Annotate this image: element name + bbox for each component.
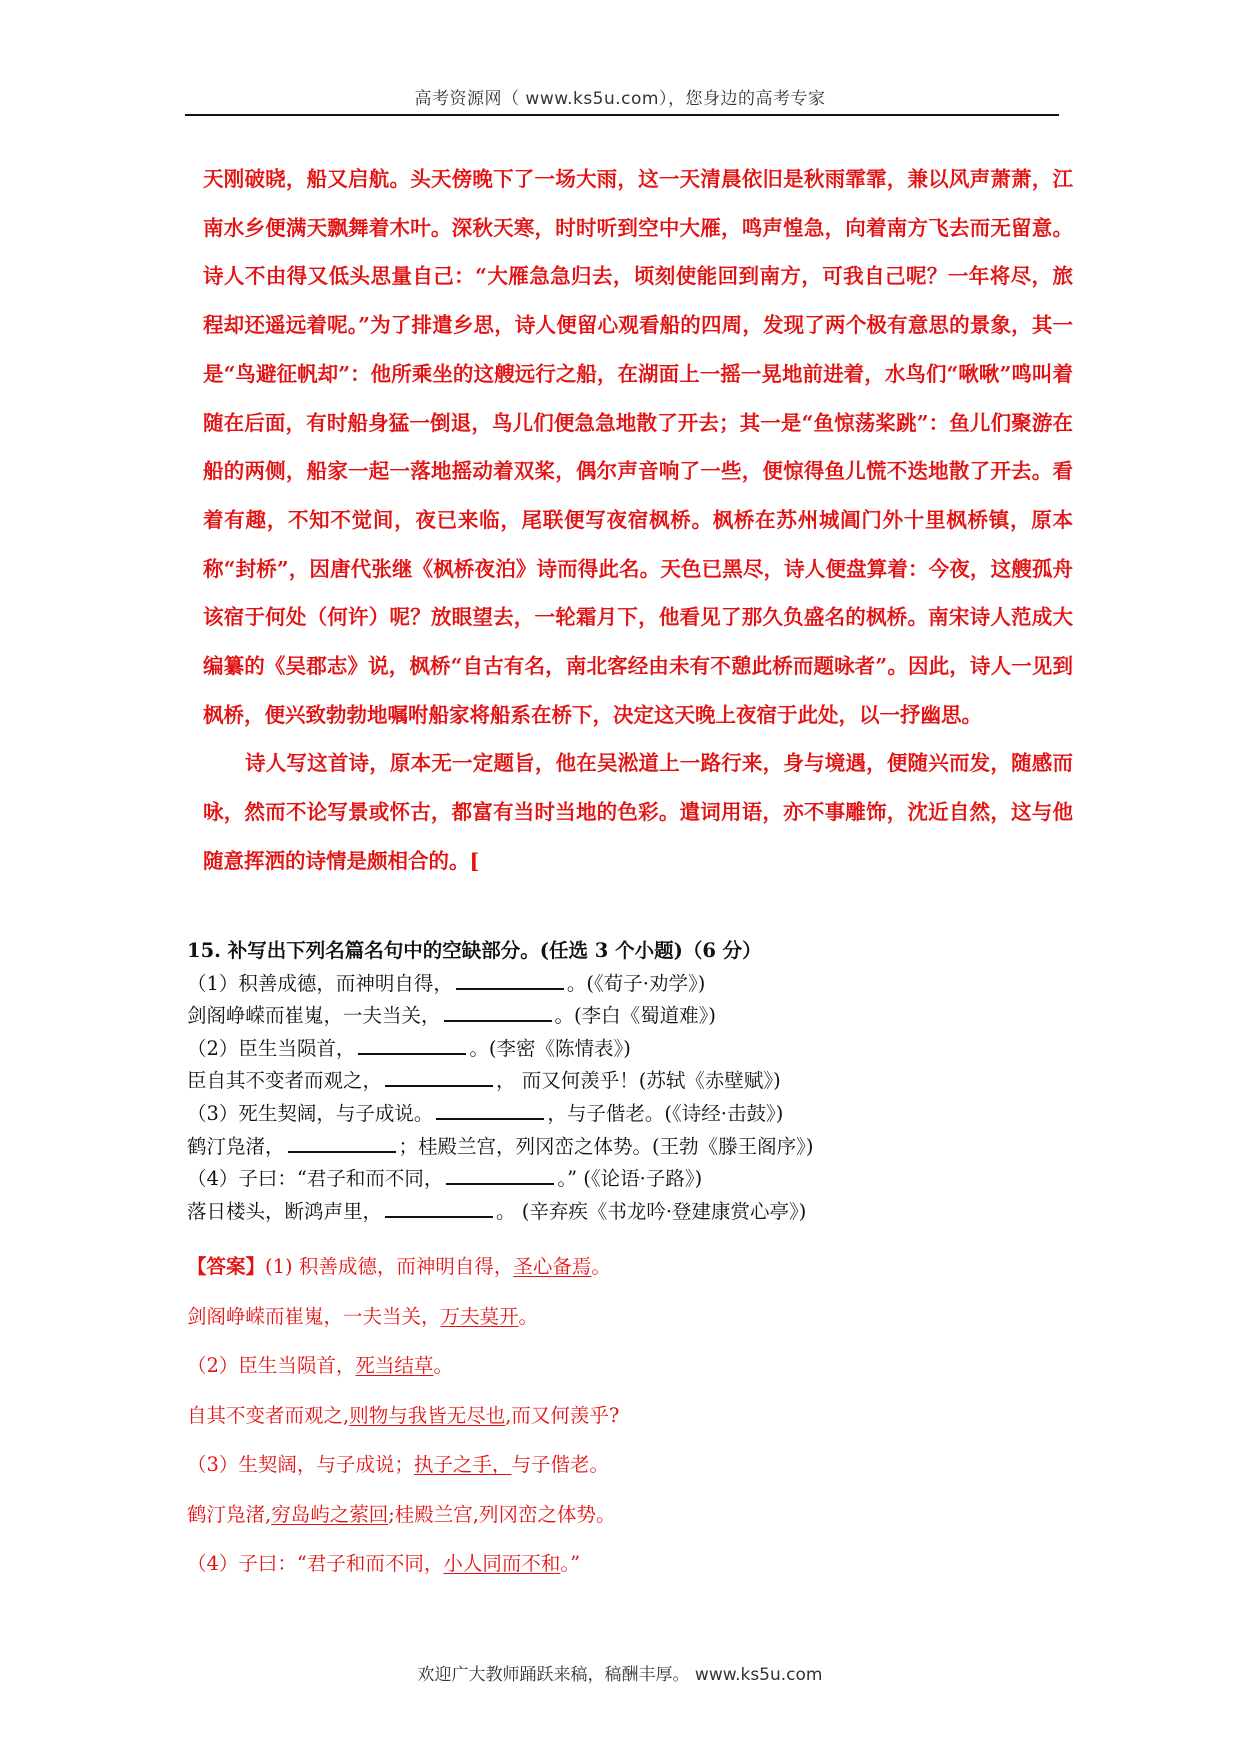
- question-line: （3）死生契阔，与子成说。 ，与子偕老。(《诗经·击鼓》): [187, 1098, 1067, 1131]
- answer-blank: [436, 1098, 544, 1120]
- answer-blank: [456, 968, 564, 990]
- question-line: 剑阁峥嵘而崔嵬，一夫当关， 。(李白《蜀道难》): [187, 1000, 1067, 1033]
- answer-line: 自其不变者而观之,则物与我皆无尽也,而又何羡乎?: [187, 1403, 620, 1427]
- answer-section: [187, 1242, 1067, 1589]
- answer-line: 剑阁峥嵘而崔嵬，一夫当关，万夫莫开。: [187, 1304, 539, 1328]
- answer-underlined: 万夫莫开: [440, 1304, 519, 1328]
- answer-blank: [288, 1131, 396, 1153]
- analysis-paragraph-1: 天刚破晓，船又启航。头天傍晚下了一场大雨，这一天清晨依旧是秋雨霏霏，兼以风声萧萧，江南水乡便满天飘舞着木叶。深秋天寒，时时听到空中大雁，鸣声惶急，向着南方飞去而无留意。诗人不由得又低头思量自己：“大雁急急归去，顷刻使能回到南方，可我自己呢？一年将尽，旅程却还遥远着呢。”为了排遣乡思，诗人便留心观看船的四周，发现了两个极有意思的景象，其一是“鸟避征帆却”：他所乘坐的这艘远行之船，在湖面上一摇一晃地前进着，水鸟们“啾啾”鸣叫着随在后面，有时船身猛一倒退，鸟儿们便急急地散了开去；其一是“鱼惊荡桨跳”：鱼儿们聚游在船的两侧，船家一起一落地摇动着双桨，偶尔声音响了一些，便惊得鱼儿慌不迭地散了开去。看着有趣，不知不觉间，夜已来临，尾联便写夜宿枫桥。枫桥在苏州城阊门外十里枫桥镇，原本称“封桥”，因唐代张继《枫桥夜泊》诗而得此名。天色已黑尽，诗人便盘算着：今夜，这艘孤舟该宿于何处（何许）呢？放眼望去，一轮霜月下，他看见了那久负盛名的枫桥。南宋诗人范成大编纂的《吴郡志》说，枫桥“自古有名，南北客经由未有不憩此桥而题咏者”。因此，诗人一见到枫桥，便兴致勃勃地嘱咐船家将船系在桥下，决定这天晚上夜宿于此处，以一抒幽思。: [203, 167, 1073, 727]
- answer-underlined: 死当结草: [355, 1354, 434, 1377]
- page-footer: 欢迎广大教师踊跃来稿，稿酬丰厚。 www.ks5u.com: [417, 1665, 823, 1685]
- answer-blank: [385, 1196, 493, 1218]
- answer-line: （2）臣生当陨首，死当结草。: [187, 1354, 453, 1377]
- header-divider: [185, 114, 1059, 116]
- question-title: 15. 补写出下列名篇名句中的空缺部分。(任选 3 个小题)（6 分）: [187, 939, 762, 962]
- answer-underlined: 圣心备焉: [513, 1255, 592, 1278]
- analysis-paragraph-2: 诗人写这首诗，原本无一定题旨，他在吴淞道上一路行来，身与境遇，便随兴而发，随感而咏，然而不论写景或怀古，都富有当时当地的色彩。遣词用语，亦不事雕饰，沈近自然，这与他随意挥洒的诗情是颇相合的。[: [203, 751, 1073, 873]
- answer-blank: [385, 1065, 493, 1087]
- question-line: （1）积善成德，而神明自得， 。(《荀子·劝学》): [187, 968, 1067, 1001]
- answer-underlined: 执子之手，: [413, 1453, 512, 1476]
- question-15: [187, 935, 1067, 1228]
- answer-blank: [358, 1033, 466, 1055]
- answer-blank: [444, 1000, 552, 1022]
- question-line: 臣自其不变者而观之， ， 而又何羡乎！(苏轼《赤壁赋》): [187, 1065, 1067, 1098]
- answer-line: 鹤汀凫渚,穷岛屿之萦回;桂殿兰宫,列冈峦之体势。: [187, 1502, 616, 1526]
- question-line: （4）子曰：“君子和而不同， 。” (《论语·子路》): [187, 1163, 1067, 1196]
- answer-underlined: 小人同而不和: [443, 1552, 561, 1575]
- answer-underlined: 穷岛屿之萦回: [271, 1502, 389, 1526]
- question-line: 鹤汀凫渚， ；桂殿兰宫，列冈峦之体势。(王勃《滕王阁序》): [187, 1131, 1067, 1164]
- question-line: 落日楼头，断鸿声里， 。 (辛弃疾《书龙吟·登建康赏心亭》): [187, 1196, 1067, 1229]
- answer-line: 【答案】(1) 积善成德，而神明自得，圣心备焉。: [187, 1255, 611, 1278]
- question-line: （2）臣生当陨首， 。(李密《陈情表》): [187, 1033, 1067, 1066]
- answer-underlined: 则物与我皆无尽也: [349, 1403, 506, 1427]
- analysis-text: [203, 155, 1073, 886]
- answer-blank: [446, 1163, 554, 1185]
- answer-line: （4）子曰：“君子和而不同，小人同而不和。”: [187, 1552, 581, 1575]
- answer-line: （3）生契阔，与子成说；执子之手，与子偕老。: [187, 1453, 609, 1476]
- page-header: 高考资源网（ www.ks5u.com），您身边的高考专家: [414, 89, 826, 109]
- answer-tag: 【答案】: [187, 1255, 266, 1278]
